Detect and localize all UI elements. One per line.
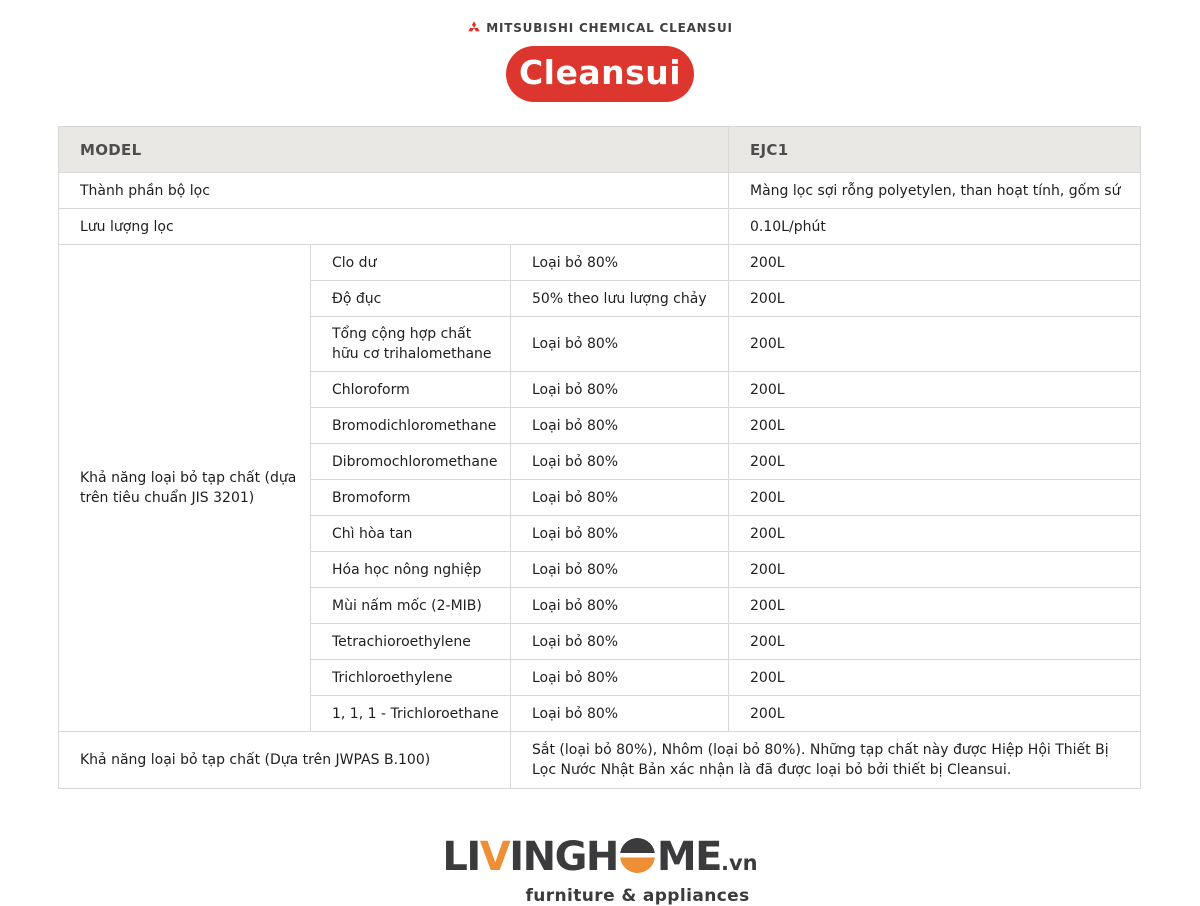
removal-rate: Loại bỏ 80%	[511, 588, 729, 624]
header-model: MODEL	[59, 127, 729, 173]
flow-rate-label: Lưu lượng lọc	[59, 209, 729, 245]
contaminant-name: Dibromochloromethane	[311, 444, 511, 480]
capacity: 200L	[729, 516, 1141, 552]
contaminant-name: Mùi nấm mốc (2-MIB)	[311, 588, 511, 624]
table-header-row	[59, 127, 1141, 173]
contaminant-name: Chì hòa tan	[311, 516, 511, 552]
capacity: 200L	[729, 372, 1141, 408]
livinghome-wordmark	[442, 835, 757, 885]
capacity: 200L	[729, 281, 1141, 317]
livinghome-tagline: furniture & appliances	[525, 886, 750, 906]
contaminant-name: Độ đục	[311, 281, 511, 317]
capacity: 200L	[729, 660, 1141, 696]
jwpas-label: Khả năng loại bỏ tạp chất (Dựa trên JWPAS B.100)	[59, 732, 511, 789]
removal-rate: 50% theo lưu lượng chảy	[511, 281, 729, 317]
removal-rate: Loại bỏ 80%	[511, 660, 729, 696]
contaminant-name: Bromoform	[311, 480, 511, 516]
removal-rate: Loại bỏ 80%	[511, 624, 729, 660]
cleansui-logo	[506, 46, 694, 102]
row-flow-rate	[59, 209, 1141, 245]
removal-rate: Loại bỏ 80%	[511, 516, 729, 552]
livinghome-letters: INGH	[509, 834, 618, 880]
livinghome-letters: ME	[656, 834, 722, 880]
row-jwpas	[59, 732, 1141, 789]
spec-table	[58, 126, 1141, 789]
capacity: 200L	[729, 624, 1141, 660]
removal-rate: Loại bỏ 80%	[511, 552, 729, 588]
mitsubishi-brand-text: MITSUBISHI CHEMICAL CLEANSUI	[486, 21, 733, 35]
header-ejc1: EJC1	[729, 127, 1141, 173]
contaminant-name: Bromodichloromethane	[311, 408, 511, 444]
capacity: 200L	[729, 245, 1141, 281]
livinghome-letters: LI	[442, 834, 480, 880]
capacity: 200L	[729, 696, 1141, 732]
removal-rate: Loại bỏ 80%	[511, 317, 729, 372]
removal-rate: Loại bỏ 80%	[511, 408, 729, 444]
capacity: 200L	[729, 588, 1141, 624]
livinghome-o-icon	[620, 838, 655, 873]
livinghome-letter-v: V	[479, 834, 510, 880]
removal-rate: Loại bỏ 80%	[511, 480, 729, 516]
contaminant-name: 1, 1, 1 - Trichloroethane	[311, 696, 511, 732]
livinghome-vn-suffix: .vn	[721, 851, 758, 875]
capacity: 200L	[729, 552, 1141, 588]
removal-rate: Loại bỏ 80%	[511, 696, 729, 732]
mitsubishi-brand-line	[467, 21, 733, 35]
contaminant-name: Trichloroethylene	[311, 660, 511, 696]
contaminant-name: Chloroform	[311, 372, 511, 408]
removal-rate: Loại bỏ 80%	[511, 245, 729, 281]
filter-composition-value: Màng lọc sợi rỗng polyetylen, than hoạt tính, gốm sứ	[729, 173, 1141, 209]
capacity: 200L	[729, 408, 1141, 444]
mitsubishi-three-diamond-icon	[467, 21, 481, 35]
flow-rate-value: 0.10L/phút	[729, 209, 1141, 245]
footer	[0, 835, 1200, 906]
capacity: 200L	[729, 444, 1141, 480]
contaminant-name: Tổng cộng hợp chất hữu cơ trihalomethane	[311, 317, 511, 372]
brand-header	[0, 0, 1200, 102]
contaminant-name: Hóa học nông nghiệp	[311, 552, 511, 588]
removal-rate: Loại bỏ 80%	[511, 444, 729, 480]
jwpas-value: Sắt (loại bỏ 80%), Nhôm (loại bỏ 80%). Những tạp chất này được Hiệp Hội Thiết Bị Lọc Nước Nhật Bản xác nhận là đã được loại bỏ bởi thiết bị Cleansui.	[511, 732, 1141, 789]
row-filter-composition	[59, 173, 1141, 209]
livinghome-logo	[442, 835, 757, 906]
cleansui-logo-text: Cleansui	[518, 53, 682, 92]
filter-composition-label: Thành phần bộ lọc	[59, 173, 729, 209]
contaminant-name: Tetrachioroethylene	[311, 624, 511, 660]
jis-row	[59, 245, 1141, 281]
jis-group-label: Khả năng loại bỏ tạp chất (dựa trên tiêu chuẩn JIS 3201)	[59, 245, 311, 732]
contaminant-name: Clo dư	[311, 245, 511, 281]
capacity: 200L	[729, 480, 1141, 516]
capacity: 200L	[729, 317, 1141, 372]
removal-rate: Loại bỏ 80%	[511, 372, 729, 408]
